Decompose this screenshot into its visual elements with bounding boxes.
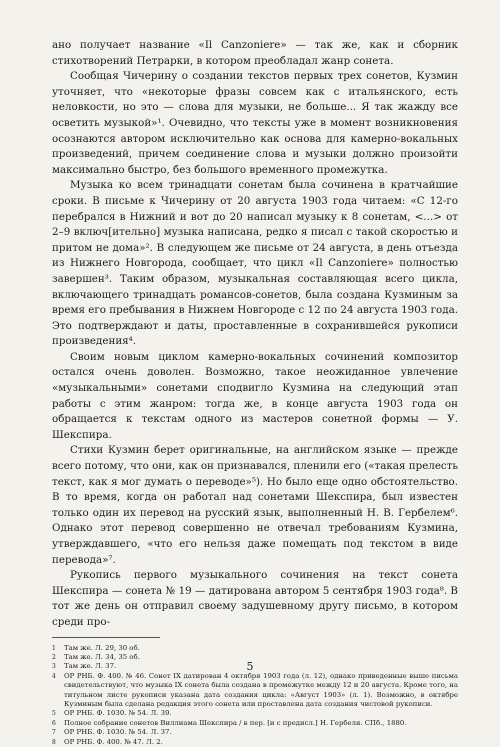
footnote-text: ОР РНБ. Ф. 400. № 46. Сонет IX датирован 4 октября 1903 года (л. 12), однако приведенные выше письма свидетельствуют, что музыка IX сонета была создана в промежутке между 12 и 20 августа. Кроме того, на титульном листе рукописи указана дата создания цикла: «Август 1903» (л. 1). Возможно, в октябре Кузминым была сделана редакция этого сонета или проставлена дата создания чистовой рукописи.: [64, 671, 458, 708]
footnote-number: 7: [52, 729, 56, 737]
footnote-number: 2: [52, 653, 56, 661]
footnote-number: 1: [52, 644, 56, 652]
page-number: 5: [246, 660, 254, 673]
footnote-number: 3: [52, 663, 56, 671]
footnote-number: 6: [52, 719, 56, 727]
body-text: [52, 38, 458, 631]
footnote: [52, 672, 458, 710]
footnote-number: 8: [52, 738, 56, 746]
footnote-text: ОР РНБ. Ф. 1030. № 54. Л. 37.: [64, 728, 172, 737]
footnote-number: 5: [52, 710, 56, 718]
paragraph: Своим новым циклом камерно-вокальных сочинений композитор остался очень доволен. Возможно, такое неожиданное увлечение «музыкальными» сонетами сподвигло Кузмина на следующий этап работы с этим жанром: тогда же, в конце августа 1903 года он обращается к текстам одного из мастеров сонетной формы — У. Шекспира.: [52, 350, 458, 441]
footnote-number: 4: [52, 672, 56, 680]
paragraph: ано получает название «Il Canzoniere» — так же, как и сборник стихотворений Петрарки, в котором преобладал жанр сонета.: [52, 39, 458, 67]
footnote-text: Там же. Л. 34, 35 об.: [64, 652, 140, 661]
paragraph: Сообщая Чичерину о создании текстов первых трех сонетов, Кузмин уточняет, что «некоторые фразы совсем как с итальянского, есть неловкости, но это — слова для музыки, не больше... Я так жажду все осветить музыкой»¹. Очевидно, что тексты уже в момент возникновения осознаются автором исключительно как основа для камерно-вокальных произведений, причем соединение слова и музыки должно произойти максимально быстро, без большого временного промежутка.: [52, 70, 458, 176]
footnote-text: ОР РНБ. Ф. 1030. № 54. Л. 39.: [64, 709, 172, 718]
footnote-text: Полное собрание сонетов Виллиама Шекспира / в пер. [и с предисл.] Н. Гербеля. СПб., 1880.: [64, 718, 407, 727]
footnote: [52, 738, 458, 747]
footnote: [52, 709, 458, 718]
footnote: [52, 728, 458, 737]
footnote: [52, 644, 458, 653]
footnote-divider: [52, 637, 160, 638]
footnote: [52, 719, 458, 728]
paragraph: Стихи Кузмин берет оригинальные, на английском языке — прежде всего потому, что они, как он признавался, пленили его («такая прелесть текст, как я мог думать о переводе»⁵). Но было еще одно обстоятельство. В то время, когда он работал над сонетами Шекспира, был известен только один их перевод на русский язык, выполненный Н. В. Гербелем⁶. Однако этот перевод совершенно не отвечал требованиям Кузмина, утверждавшего, «что его нельзя даже помещать под текстом в виде перевода»⁷.: [52, 444, 458, 566]
footnote-text: Там же. Л. 37.: [64, 662, 117, 671]
footnote-text: ОР РНБ. Ф. 400. № 47. Л. 2.: [64, 737, 163, 746]
paragraph: Рукопись первого музыкального сочинения на текст сонета Шекспира — сонета № 19 — датирована автором 5 сентября 1903 года⁸. В тот же день он отправил своему задушевному другу письмо, в котором среди про-: [52, 569, 458, 628]
paragraph: Музыка ко всем тринадцати сонетам была сочинена в кратчайшие сроки. В письме к Чичерину от 20 августа 1903 года читаем: «С 12-го перебрался в Нижний и вот до 20 написал музыку к 8 сонетам, <...> от 2–9 включ[ительно] музыка написана, редко я писал с такой скоростью и притом не дома»². В следующем же письме от 24 августа, в день отъезда из Нижнего Новгорода, сообщает, что цикл «Il Canzoniere» полностью завершен³. Таким образом, музыкальная составляющая всего цикла, включающего тринадцать романсов-сонетов, была создана Кузминым за время его пребывания в Нижнем Новгороде с 12 по 24 августа 1903 года. Это подтверждают и даты, проставленные в сохранившейся рукописи произведения⁴.: [52, 179, 458, 348]
footnote-text: Там же. Л. 29, 30 об.: [64, 643, 140, 652]
